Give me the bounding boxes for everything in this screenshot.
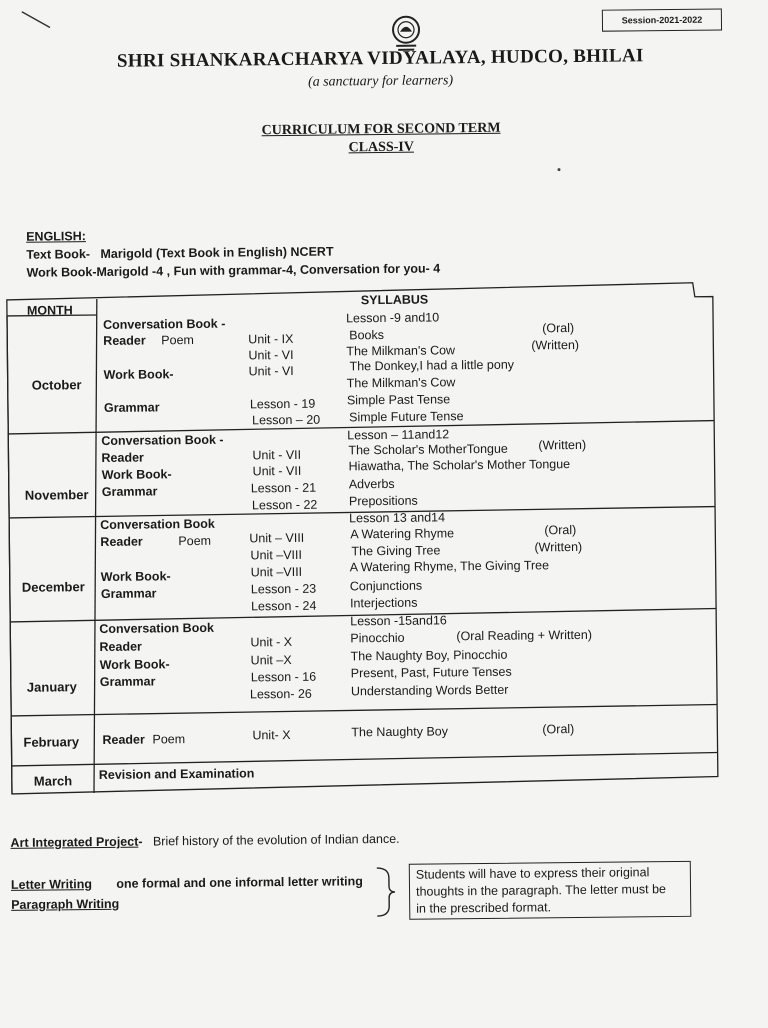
art-project-text: Brief history of the evolution of Indian dance. [152, 831, 400, 849]
oct-syllabus: Simple Past Tense [346, 392, 451, 408]
class-title: CLASS-IV [348, 139, 415, 156]
oct-note: (Written) [531, 337, 580, 353]
nov-syllabus: Lesson – 11and12 [347, 427, 450, 443]
paragraph-writing-line [11, 897, 119, 912]
oct-category: Conversation Book - [103, 316, 226, 332]
text-book-label: Text Book- [26, 247, 91, 262]
right-brace-icon [373, 866, 400, 918]
nov-category: Grammar [101, 484, 158, 499]
nov-unit: Lesson - 21 [250, 480, 317, 496]
dec-category: Conversation Book [100, 516, 215, 532]
oct-note: (Oral) [542, 321, 575, 336]
header-syllabus: SYLLABUS [360, 292, 429, 308]
dec-syllabus: The Giving Tree [351, 543, 441, 559]
oct-unit: Lesson - 19 [249, 396, 316, 412]
nov-syllabus: Adverbs [348, 476, 395, 492]
jan-syllabus: The Naughty Boy, Pinocchio [350, 647, 508, 664]
english-heading: ENGLISH: [26, 229, 86, 244]
letter-writing-text: one formal and one informal letter writing [116, 874, 363, 891]
month-january: January [26, 679, 77, 695]
nov-unit: Unit - VII [252, 447, 302, 463]
oct-syllabus: The Donkey,I had a little pony [349, 357, 515, 374]
nov-unit: Unit - VII [252, 463, 302, 479]
oct-unit: Unit - VI [248, 347, 294, 363]
month-march: March [33, 773, 73, 789]
dec-syllabus: A Watering Rhyme [350, 526, 455, 542]
note-line: thoughts in the paragraph. The letter must be [415, 882, 667, 899]
nov-category: Conversation Book - [101, 432, 224, 448]
feb-subcategory: Poem [152, 732, 186, 747]
oct-syllabus: The Milkman's Cow [346, 375, 456, 391]
mar-category: Revision and Examination [98, 766, 255, 783]
text-book-value: Marigold (Text Book in English) NCERT [100, 244, 334, 261]
jan-syllabus: Pinocchio [350, 630, 405, 646]
dec-syllabus: Conjunctions [349, 578, 423, 594]
dec-unit: Unit – VIII [249, 530, 305, 546]
note-line: in the prescribed format. [416, 900, 552, 916]
dec-syllabus: A Watering Rhyme, The Giving Tree [349, 558, 550, 575]
oct-unit: Unit - IX [248, 331, 294, 347]
oct-syllabus: Books [349, 327, 385, 343]
nov-unit: Lesson - 22 [251, 497, 318, 513]
feb-unit: Unit- X [252, 727, 291, 743]
school-tagline: (a sanctuary for learners) [307, 73, 454, 90]
oct-syllabus: Simple Future Tense [349, 409, 464, 425]
dec-unit: Lesson - 24 [250, 598, 317, 614]
jan-unit: Lesson - 16 [250, 669, 317, 685]
oct-syllabus: Lesson -9 and10 [345, 310, 440, 326]
oct-unit: Lesson – 20 [252, 412, 321, 428]
nov-note: (Written) [538, 437, 587, 453]
jan-unit: Unit –X [250, 652, 292, 668]
jan-category: Reader [99, 639, 142, 654]
nov-syllabus: Hiawatha, The Scholar's Mother Tongue [348, 457, 571, 474]
jan-unit: Unit - X [250, 634, 293, 650]
jan-syllabus: Understanding Words Better [350, 682, 509, 699]
feb-category: Reader [102, 732, 145, 747]
oct-syllabus: The Milkman's Cow [346, 343, 456, 359]
dec-category: Reader [100, 534, 143, 549]
jan-unit: Lesson- 26 [249, 686, 312, 702]
dec-subcategory: Poem [178, 533, 212, 549]
jan-syllabus: Lesson -15and16 [350, 613, 447, 629]
work-book-line: Work Book-Marigold -4 , Fun with grammar-4, Conversation for you- 4 [26, 261, 441, 280]
nov-syllabus: The Scholar's MotherTongue [348, 441, 508, 458]
nov-category: Reader [101, 450, 144, 465]
dec-category: Work Book- [100, 569, 171, 584]
nov-syllabus: Prepositions [348, 493, 418, 509]
jan-note: (Oral Reading + Written) [456, 627, 593, 644]
dec-note: (Written) [534, 539, 583, 555]
month-october: October [31, 377, 82, 393]
letter-writing-label: Letter Writing [10, 877, 93, 892]
jan-category: Conversation Book [99, 620, 214, 636]
paragraph-writing-label: Paragraph Writing [11, 896, 120, 912]
oct-category: Grammar [103, 400, 160, 415]
month-december: December [21, 579, 85, 595]
art-project-label: Art Integrated Project [10, 834, 139, 850]
dec-unit: Unit –VIII [250, 547, 303, 563]
jan-syllabus: Present, Past, Future Tenses [350, 664, 512, 681]
writing-note-box [409, 861, 692, 920]
jan-category: Grammar [99, 674, 156, 689]
feb-syllabus: The Naughty Boy [351, 724, 449, 740]
dec-note: (Oral) [544, 522, 577, 538]
month-november: November [24, 487, 89, 503]
jan-category: Work Book- [99, 657, 170, 672]
dec-syllabus: Lesson 13 and14 [349, 510, 446, 526]
school-name: SHRI SHANKARACHARYA VIDYALAYA, HUDCO, BHILAI [116, 45, 644, 72]
dec-syllabus: Interjections [349, 595, 418, 611]
feb-note: (Oral) [542, 722, 575, 737]
note-line: Students will have to express their original [415, 865, 650, 882]
curriculum-title: CURRICULUM FOR SECOND TERM [261, 120, 501, 139]
oct-subcategory: Poem [161, 332, 194, 348]
dec-unit: Lesson - 23 [250, 581, 317, 597]
oct-category: Reader [103, 333, 146, 348]
header-month: MONTH [26, 303, 73, 318]
dec-unit: Unit –VIII [250, 564, 303, 580]
nov-category: Work Book- [101, 467, 172, 482]
session-badge: Session-2021-2022 [602, 8, 722, 31]
art-project-line: Art Integrated Project- Brief history of the evolution of Indian dance. [10, 831, 400, 850]
month-february: February [23, 734, 80, 750]
oct-category: Work Book- [103, 367, 174, 382]
dec-category: Grammar [100, 586, 157, 601]
oct-unit: Unit - VI [248, 363, 294, 379]
